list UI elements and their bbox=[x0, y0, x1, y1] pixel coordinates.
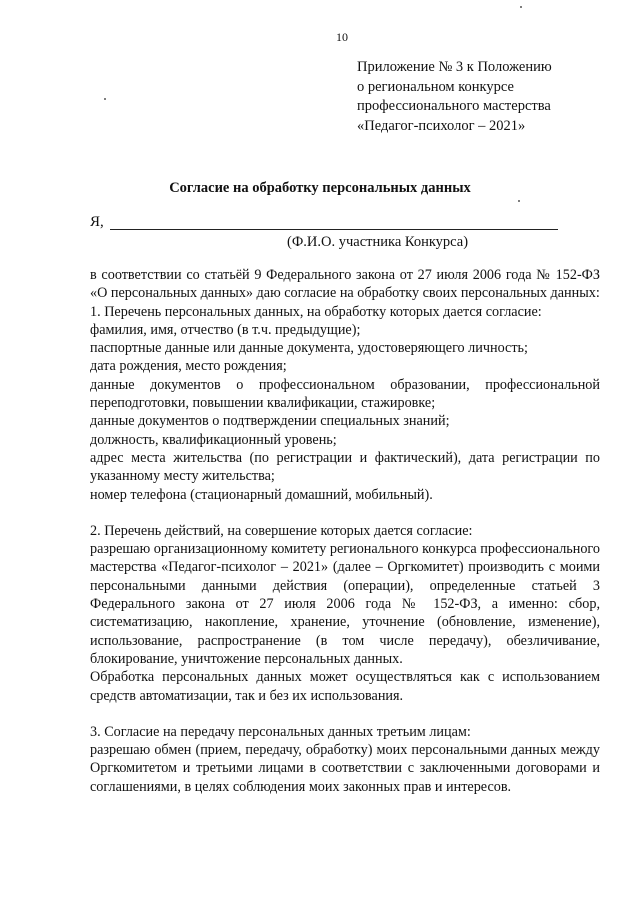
section3-heading: 3. Согласие на передачу персональных данных третьим лицам: bbox=[90, 723, 471, 740]
section1-heading: 1. Перечень персональных данных, на обработку которых дается согласие: bbox=[90, 303, 542, 320]
fio-blank-line bbox=[110, 229, 558, 230]
section1-item: данные документов о подтверждении специальных знаний; bbox=[90, 413, 450, 430]
section1-item: адрес места жительства (по регистрации и фактический), дата регистрации по указанному месту жительства; bbox=[90, 449, 600, 485]
ya-label: Я, bbox=[90, 214, 104, 230]
document-title: Согласие на обработку персональных данных bbox=[169, 180, 471, 196]
section1-item: номер телефона (стационарный домашний, мобильный). bbox=[90, 486, 433, 503]
section2-paragraph: Обработка персональных данных может осуществляться как с использованием средств автоматизации, так и без их использования. bbox=[90, 669, 600, 704]
appendix-header bbox=[357, 58, 617, 136]
page-number: 10 bbox=[336, 30, 348, 44]
appendix-line: профессионального мастерства bbox=[357, 98, 551, 114]
intro-paragraph: в соответствии со статьёй 9 Федерального закона от 27 июля 2006 года № 152-ФЗ «О персональных данных» даю согласие на обработку своих персональных данных: bbox=[90, 267, 600, 302]
section1-item: должность, квалификационный уровень; bbox=[90, 431, 337, 448]
fio-caption: (Ф.И.О. участника Конкурса) bbox=[287, 234, 469, 250]
section2-paragraph: разрешаю организационному комитету регионального конкурса профессионального мастерства «Педагог-психолог – 2021» (далее – Оргкомитет) производить с моими персональными данными действия (операции), определенные статьей 3 Федерального закона от 27 июля 2006 года № 152-ФЗ, а именно: сбор, систематизацию, накопление, хранение, уточнение (обновление, изменение), использование, распространение (в том числе передачу), обезличивание, блокирование, уничтожение персональных данных. bbox=[90, 541, 600, 667]
section1-item: фамилия, имя, отчество (в т.ч. предыдущие); bbox=[90, 321, 361, 338]
section2-heading: 2. Перечень действий, на совершение которых дается согласие: bbox=[90, 522, 473, 539]
scan-speck bbox=[104, 98, 106, 100]
appendix-line: о региональном конкурсе bbox=[357, 78, 514, 95]
section1-item: паспортные данные или данные документа, удостоверяющего личность; bbox=[90, 340, 528, 357]
section1-item: дата рождения, место рождения; bbox=[90, 358, 287, 375]
scan-speck bbox=[518, 200, 520, 202]
scan-speck bbox=[520, 6, 522, 8]
appendix-line: «Педагог-психолог – 2021» bbox=[357, 117, 526, 134]
section3-paragraph: разрешаю обмен (прием, передачу, обработку) моих персональными данных между Оргкомитетом и третьими лицами в соответствии с заключенными договорами и соглашениями, в целях соблюдения моих законных прав и интересов. bbox=[90, 742, 600, 795]
appendix-line: Приложение № 3 к Положению bbox=[357, 59, 552, 75]
section1-item: данные документов о профессиональном образовании, профессиональной переподготовки, повышении квалификации, стажировке; bbox=[90, 376, 600, 412]
document-body bbox=[90, 266, 600, 796]
